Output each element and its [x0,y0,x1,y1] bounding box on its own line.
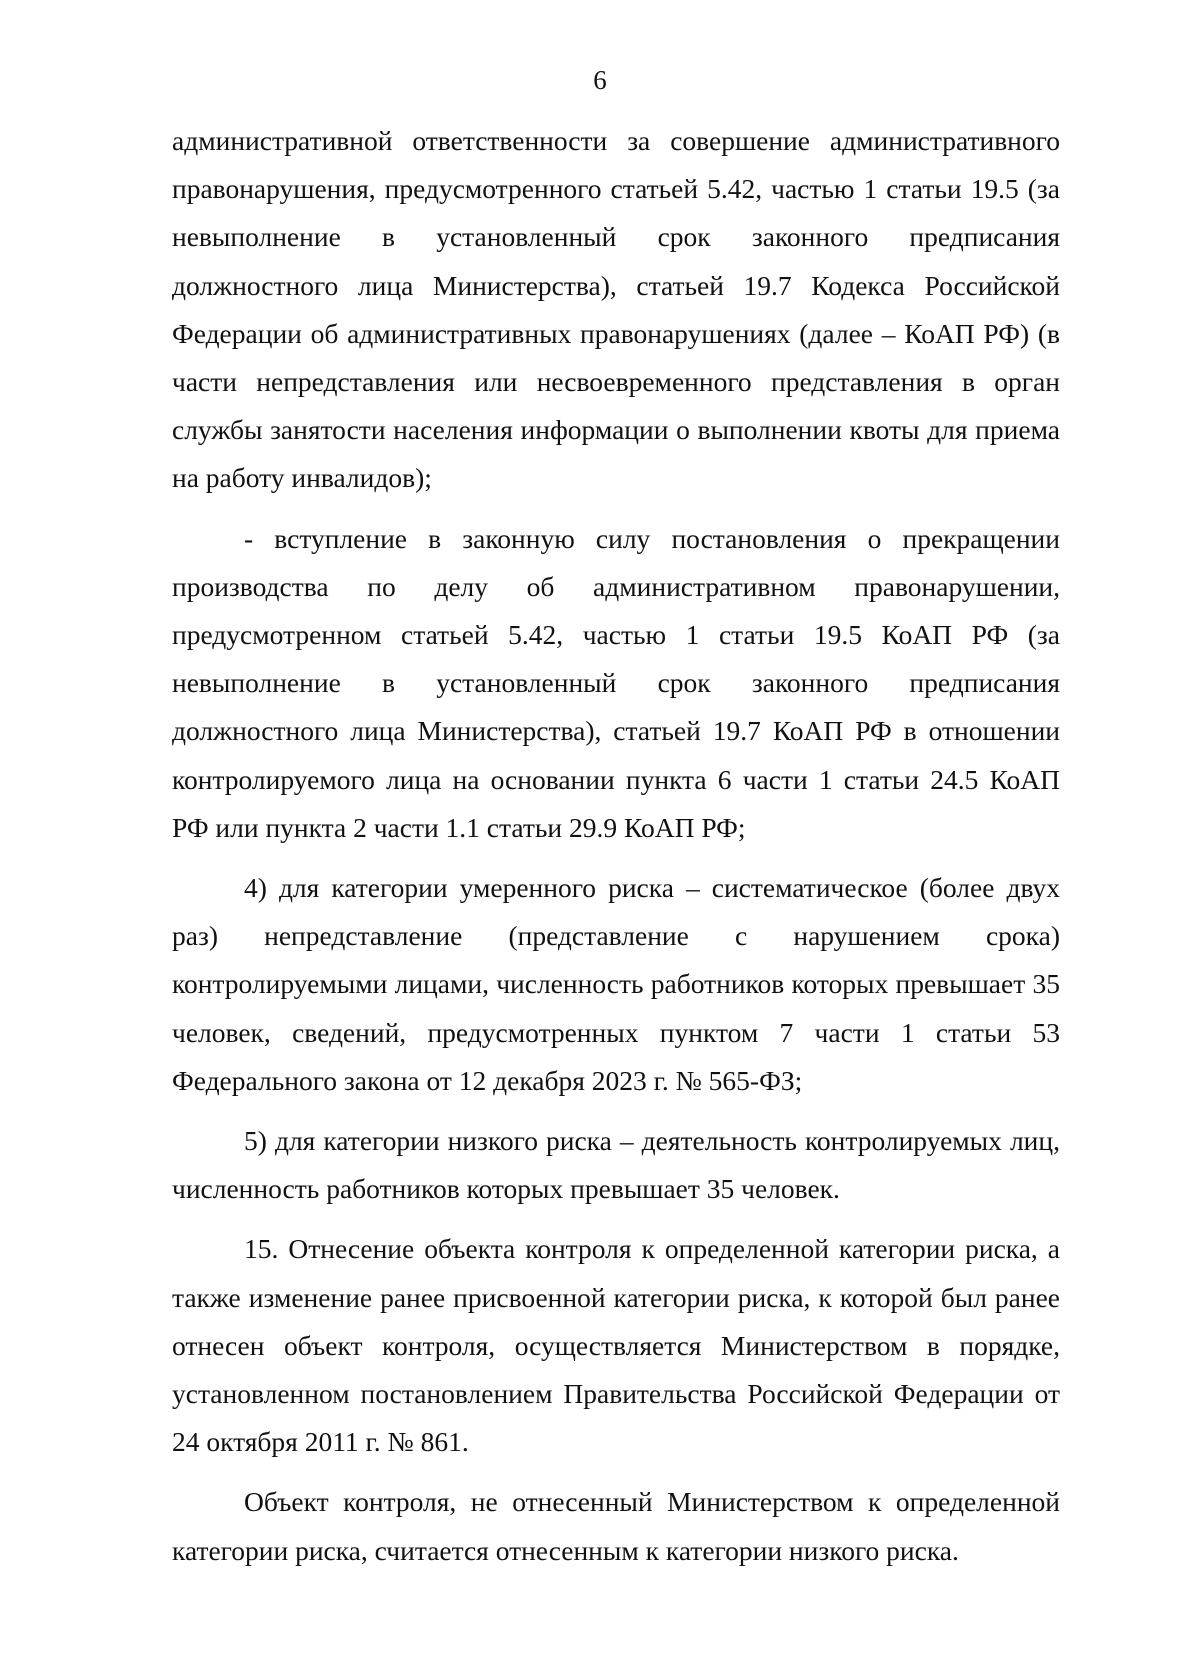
paragraph-item-15: 15. Отнесение объекта контроля к определенной категории риска, а также изменение ранее присвоенной категории риска, к которой был ранее отнесен объект контроля, осуществляется Министерством в порядке, установленном постановлением Правительства Российской Федерации от 24 октября 2011 г. № 861. [172,1233,1060,1458]
page-number: 6 [593,65,607,95]
paragraph-dash-item: - вступление в законную силу постановления о прекращении производства по делу об административном правонарушении, предусмотренном статьей 5.42, частью 1 статьи 19.5 КоАП РФ (за невыполнение в установленный срок законного предписания должностного лица Министерства), статьей 19.7 КоАП РФ в отношении контролируемого лица на основании пункта 6 части 1 статьи 24.5 КоАП РФ или пункта 2 части 1.1 статьи 29.9 КоАП РФ; [172,522,1060,843]
document-body [172,117,1060,1575]
paragraph-continuation: административной ответственности за совершение административного правонарушения, предусмотренного статьей 5.42, частью 1 статьи 19.5 (за невыполнение в установленный срок законного предписания должностного лица Министерства), статьей 19.7 Кодекса Российской Федерации об административных правонарушениях (далее – КоАП РФ) (в части непредставления или несвоевременного представления в орган службы занятости населения информации о выполнении квоты для приема на работу инвалидов); [172,125,1060,494]
paragraph-item-4: 4) для категории умеренного риска – систематическое (более двух раз) непредставление (представление с нарушением срока) контролируемыми лицами, численность работников которых превышает 35 человек, сведений, предусмотренных пунктом 7 части 1 статьи 53 Федерального закона от 12 декабря 2023 г. № 565-ФЗ; [172,872,1060,1096]
paragraph-item-5: 5) для категории низкого риска – деятельность контролируемых лиц, численность работников которых превышает 35 человек. [172,1125,1060,1205]
paragraph-final: Объект контроля, не отнесенный Министерством к определенной категории риска, считается отнесенным к категории низкого риска. [172,1486,1060,1566]
